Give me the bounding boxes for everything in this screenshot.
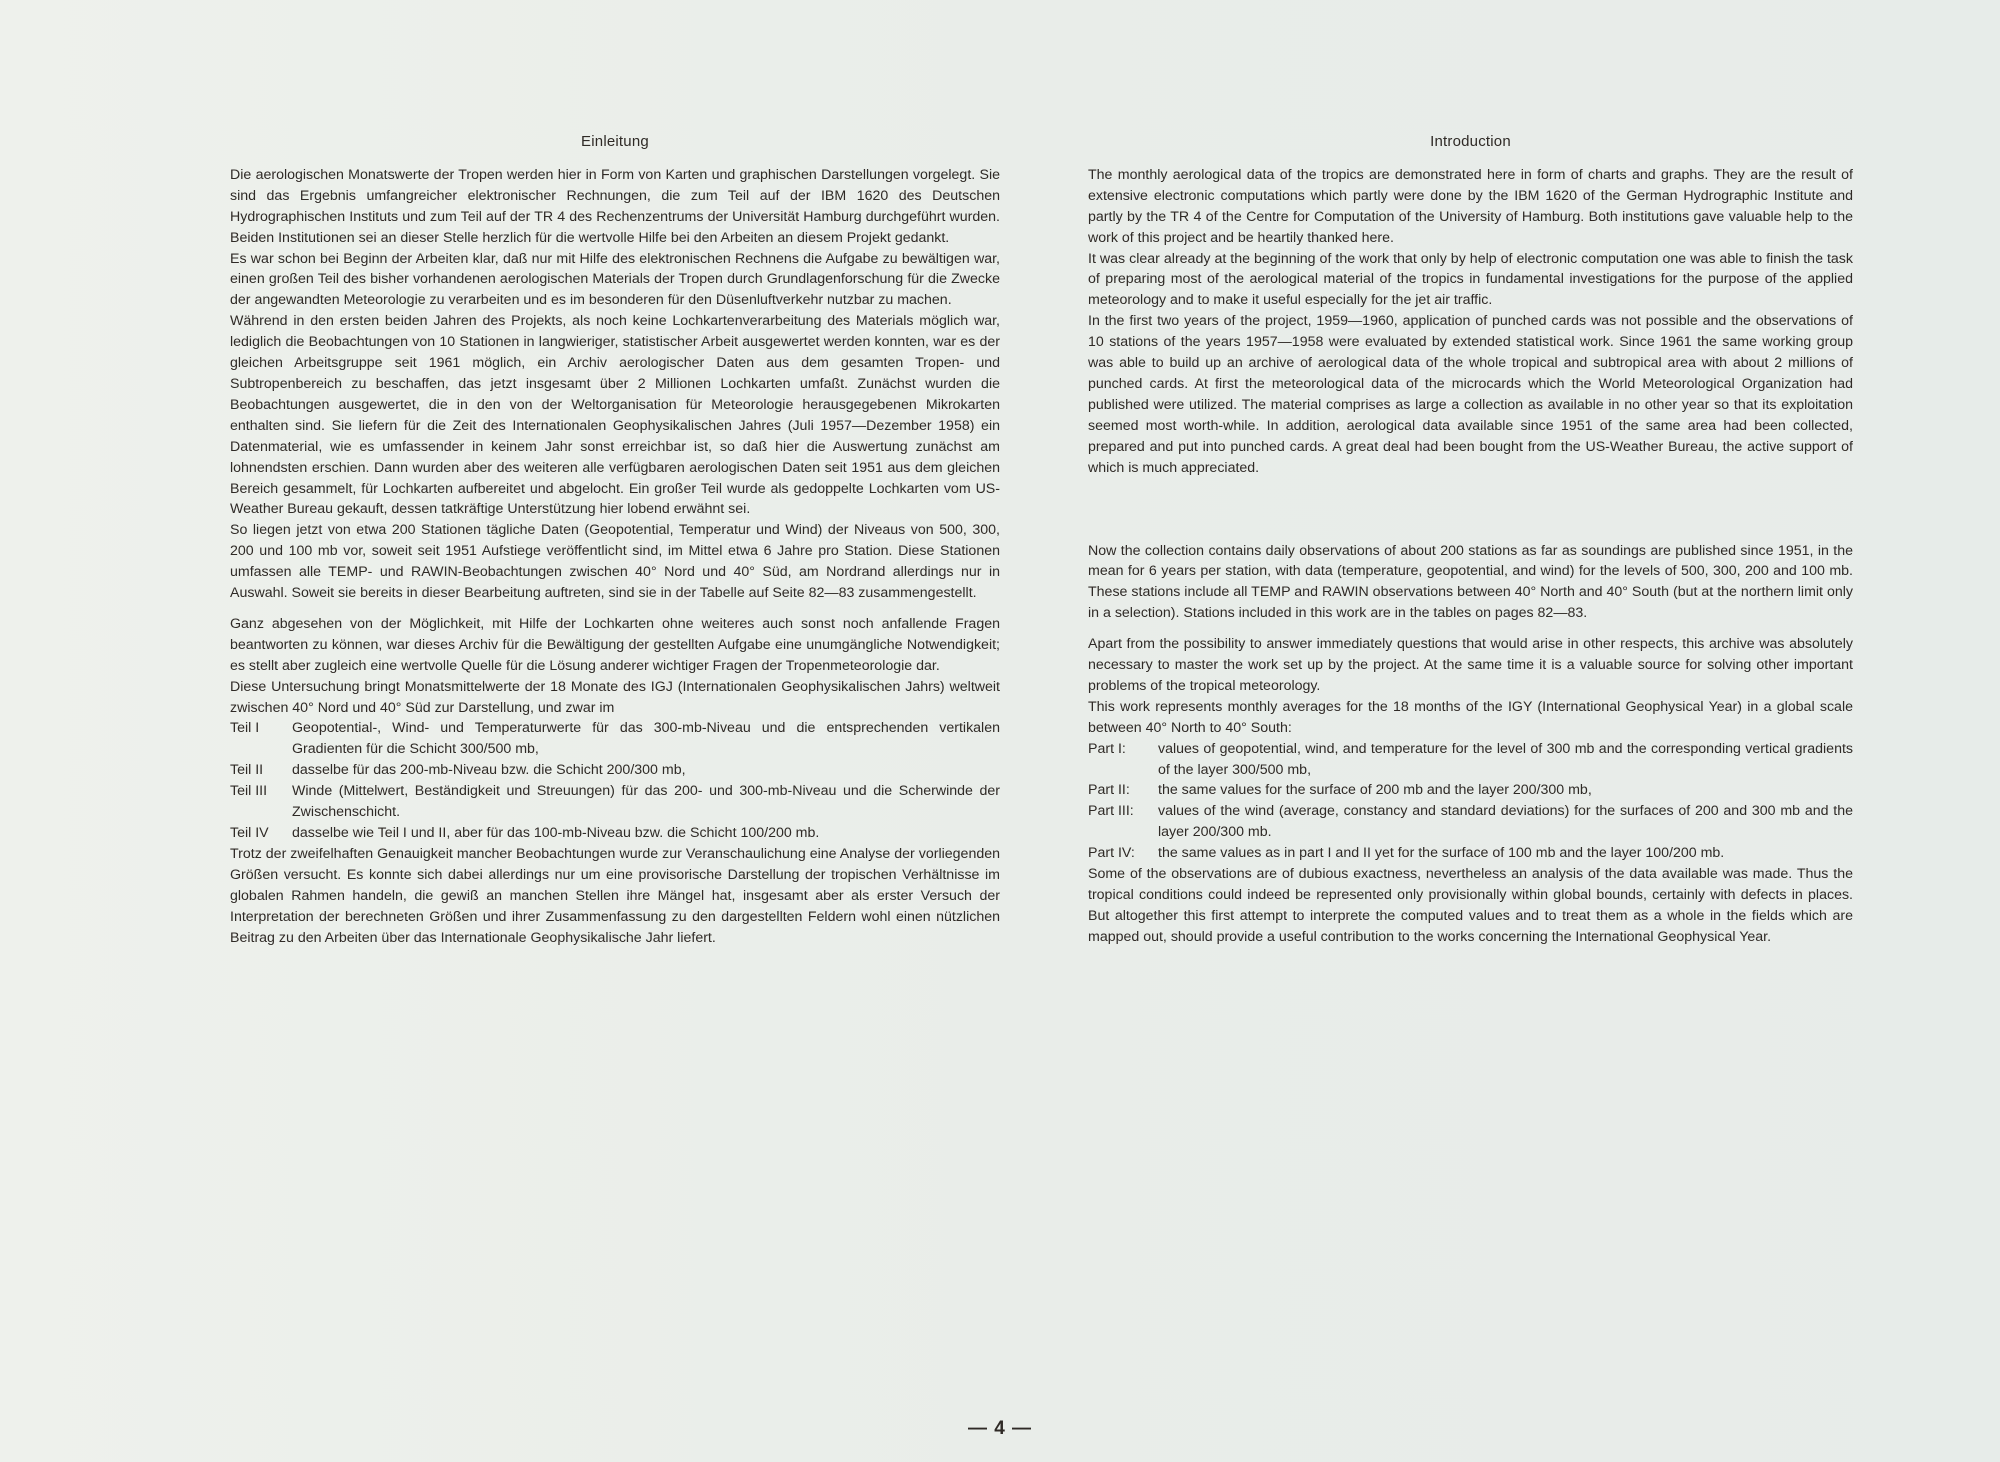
german-part-2 xyxy=(230,760,1000,781)
german-column xyxy=(230,132,1000,948)
german-part-1-text: Geopotential-, Wind- und Temperaturwerte für das 300-mb-Niveau und die entsprechenden vertikalen Gradienten für die Schicht 300/500 mb, xyxy=(292,720,1000,758)
german-part-3-label: Teil III xyxy=(230,783,268,800)
german-part-1-label: Teil I xyxy=(230,720,260,737)
german-paragraph-6: Diese Untersuchung bringt Monatsmittelwerte der 18 Monate des IGJ (Internationalen Geophysikalischen Jahrs) weltweit zwischen 40° Nord und 40° Süd zur Darstellung, und zwar im xyxy=(230,678,1000,716)
english-part-3 xyxy=(1088,801,1853,843)
column-spacer xyxy=(1088,479,1853,541)
german-part-4 xyxy=(230,823,1000,844)
german-part-3-text: Winde (Mittelwert, Beständigkeit und Streuungen) für das 200- und 300-mb-Niveau und die Scherwinde der Zwischenschicht. xyxy=(292,783,1000,821)
english-heading: Introduction xyxy=(1430,133,1511,150)
english-paragraph-7: Some of the observations are of dubious exactness, nevertheless an analysis of the data available was made. Thus the tropical conditions could indeed be represented only provisionally within global bounds, certainly with defects in places. But altogether this first attempt to interprete the computed values and to treat them as a whole in the fields which are mapped out, should provide a useful contribution to the works concerning the International Geophysical Year. xyxy=(1088,866,1853,945)
english-part-1-text: values of geopotential, wind, and temperature for the level of 300 mb and the corresponding vertical gradients of the layer 300/500 mb, xyxy=(1158,740,1853,778)
english-paragraph-6: This work represents monthly averages for the 18 months of the IGY (International Geophysical Year) in a global scale between 40° North to 40° South: xyxy=(1088,698,1853,736)
english-paragraph-4: Now the collection contains daily observations of about 200 stations as far as soundings are published since 1951, in the mean for 6 years per station, with data (temperature, geopotential, and wind) for the levels of 500, 300, 200 and 100 mb. These stations include all TEMP and RAWIN observations between 40° North and 40° South (but at the northern limit only in a selection). Stations included in this work are in the tables on pages 82—83. xyxy=(1088,542,1853,622)
english-paragraph-5: Apart from the possibility to answer immediately questions that would arise in other respects, this archive was absolutely necessary to master the work set up by the project. At the same time it is a valuable source for solving other important problems of the tropical meteorology. xyxy=(1088,636,1853,694)
german-paragraph-7: Trotz der zweifelhaften Genauigkeit mancher Beobachtungen wurde zur Veranschaulichung eine Analyse der vorliegenden Größen versucht. Es konnte sich dabei allerdings nur um eine provisorische Darstellung der tropischen Verhältnisse im globalen Rahmen handeln, die gewiß an manchen Stellen ihre Mängel hat, insgesamt aber als erster Versuch der Interpretation der berechneten Größen und ihrer Zusammenfassung zu den dargestellten Feldern wohl einen nützlichen Beitrag zu den Arbeiten über das Internationale Geophysikalische Jahr liefert. xyxy=(230,845,1000,946)
english-part-1-label: Part I: xyxy=(1088,740,1126,757)
english-column xyxy=(1088,132,1853,948)
german-paragraph-4: So liegen jetzt von etwa 200 Stationen tägliche Daten (Geopotential, Temperatur und Wind) der Niveaus von 500, 300, 200 und 100 mb vor, soweit seit 1951 Aufstiege veröffentlicht sind, im Mittel etwa 6 Jahre pro Station. Diese Stationen umfassen alle TEMP- und RAWIN-Beobachtungen zwischen 40° Nord und 40° Süd, am Nordrand allerdings nur in Auswahl. Soweit sie bereits in dieser Bearbeitung auftreten, sind sie in der Tabelle auf Seite 82—83 zusammengestellt. xyxy=(230,522,1000,602)
english-part-3-text: values of the wind (average, constancy and standard deviations) for the surfaces of 200 and 300 mb and the layer 200/300 mb. xyxy=(1158,803,1853,841)
english-paragraph-2: It was clear already at the beginning of the work that only by help of electronic computation one was able to finish the task of preparing most of the aerological material of the tropics in fundamental investigations for the purpose of the applied meteorology and to make it useful especially for the jet air traffic. xyxy=(1088,250,1853,309)
english-part-2 xyxy=(1088,780,1853,801)
english-part-4 xyxy=(1088,843,1853,864)
english-part-1 xyxy=(1088,739,1853,781)
german-part-1 xyxy=(230,718,1000,760)
english-part-3-label: Part III: xyxy=(1088,803,1134,820)
german-heading: Einleitung xyxy=(581,133,649,150)
german-paragraph-1: Die aerologischen Monatswerte der Tropen werden hier in Form von Karten und graphischen Darstellungen vorgelegt. Sie sind das Ergebnis umfangreicher elektronischer Rechnungen, die zum Teil auf der IBM 1620 des Deutschen Hydrographischen Instituts und zum Teil auf der TR 4 des Rechenzentrums der Universität Hamburg durchgeführt wurden. Beiden Institutionen sei an dieser Stelle herzlich für die wertvolle Hilfe bei den Arbeiten an diesem Projekt gedankt. xyxy=(230,166,1000,246)
english-part-2-text: the same values for the surface of 200 mb and the layer 200/300 mb, xyxy=(1158,782,1592,799)
page-number: — 4 — xyxy=(967,1418,1033,1439)
english-part-4-label: Part IV: xyxy=(1088,845,1135,862)
english-part-4-text: the same values as in part I and II yet for the surface of 100 mb and the layer 100/200 mb. xyxy=(1158,845,1725,862)
german-part-3 xyxy=(230,781,1000,823)
english-paragraph-1: The monthly aerological data of the tropics are demonstrated here in form of charts and graphs. They are the result of extensive electronic computations which partly were done by the IBM 1620 of the German Hydrographic Institute and partly by the TR 4 of the Centre for Computation of the University of Hamburg. Both institutions gave valuable help to the work of this project and be heartily thanked here. xyxy=(1088,166,1853,246)
english-part-2-label: Part II: xyxy=(1088,782,1130,799)
german-part-4-label: Teil IV xyxy=(230,825,269,841)
english-paragraph-3: In the first two years of the project, 1959—1960, application of punched cards was not possible and the observations of 10 stations of the years 1957—1958 were evaluated by extended statistical work. Since 1961 the same working group was able to build up an archive of aerological data of the whole tropical and subtropical area with about 2 millions of punched cards. At first the meteorological data of the microcards which the World Meteorological Organization had published were utilized. The material comprises as large a collection as available in no other year so that its exploitation seemed most worth-while. In addition, aerological data available since 1951 of the same area had been collected, prepared and put into punched cards. A great deal had been bought from the US-Weather Bureau, the active support of which is much appreciated. xyxy=(1088,313,1853,476)
german-paragraph-5: Ganz abgesehen von der Möglichkeit, mit Hilfe der Lochkarten ohne weiteres auch sonst noch anfallende Fragen beantworten zu können, war dieses Archiv für die Bewältigung der gestellten Aufgabe eine unumgängliche Notwendigkeit; es stellt aber zugleich eine wertvolle Quelle für die Lösung anderer wichtiger Fragen der Tropenmeteorologie dar. xyxy=(230,615,1000,674)
german-part-2-label: Teil II xyxy=(230,762,264,779)
german-paragraph-2: Es war schon bei Beginn der Arbeiten klar, daß nur mit Hilfe des elektronischen Rechnens die Aufgabe zu bewältigen war, einen großen Teil des bisher vorhandenen aerologischen Materials der Tropen durch Grundlagenforschung für die Zwecke der angewandten Meteorologie zu verarbeiten und es im besonderen für den Düsenluftverkehr nutzbar zu machen. xyxy=(230,250,1000,309)
german-part-4-text: dasselbe wie Teil I und II, aber für das 100-mb-Niveau bzw. die Schicht 100/200 mb. xyxy=(292,825,820,841)
german-part-2-text: dasselbe für das 200-mb-Niveau bzw. die Schicht 200/300 mb, xyxy=(292,762,686,779)
german-paragraph-3: Während in den ersten beiden Jahren des Projekts, als noch keine Lochkartenverarbeitung des Materials möglich war, lediglich die Beobachtungen von 10 Stationen in langwieriger, statistischer Arbeit ausgewertet werden konnten, war es der gleichen Arbeitsgruppe seit 1961 möglich, ein Archiv aerologischer Daten aus dem gesamten Tropen- und Subtropenbereich zu beschaffen, das jetzt insgesamt über 2 Millionen Lochkarten umfaßt. Zunächst wurden die Beobachtungen ausgewertet, die in den von der Weltorganisation für Meteorologie herausgegebenen Mikrokarten enthalten sind. Sie liefern für die Zeit des Internationalen Geophysikalischen Jahres (Juli 1957—Dezember 1958) ein Datenmaterial, wie es umfassender in keinem Jahr sonst erreichbar ist, so daß hier die Auswertung zunächst am lohnendsten erschien. Dann wurden aber des weiteren alle verfügbaren aerologischen Daten seit 1951 aus dem gleichen Bereich gesammelt, für Lochkarten aufbereitet und abgelocht. Ein großer Teil wurde als gedoppelte Lochkarten vom US-Weather Bureau gekauft, dessen tatkräftige Unterstützung hier lobend erwähnt sei. xyxy=(230,313,1000,518)
